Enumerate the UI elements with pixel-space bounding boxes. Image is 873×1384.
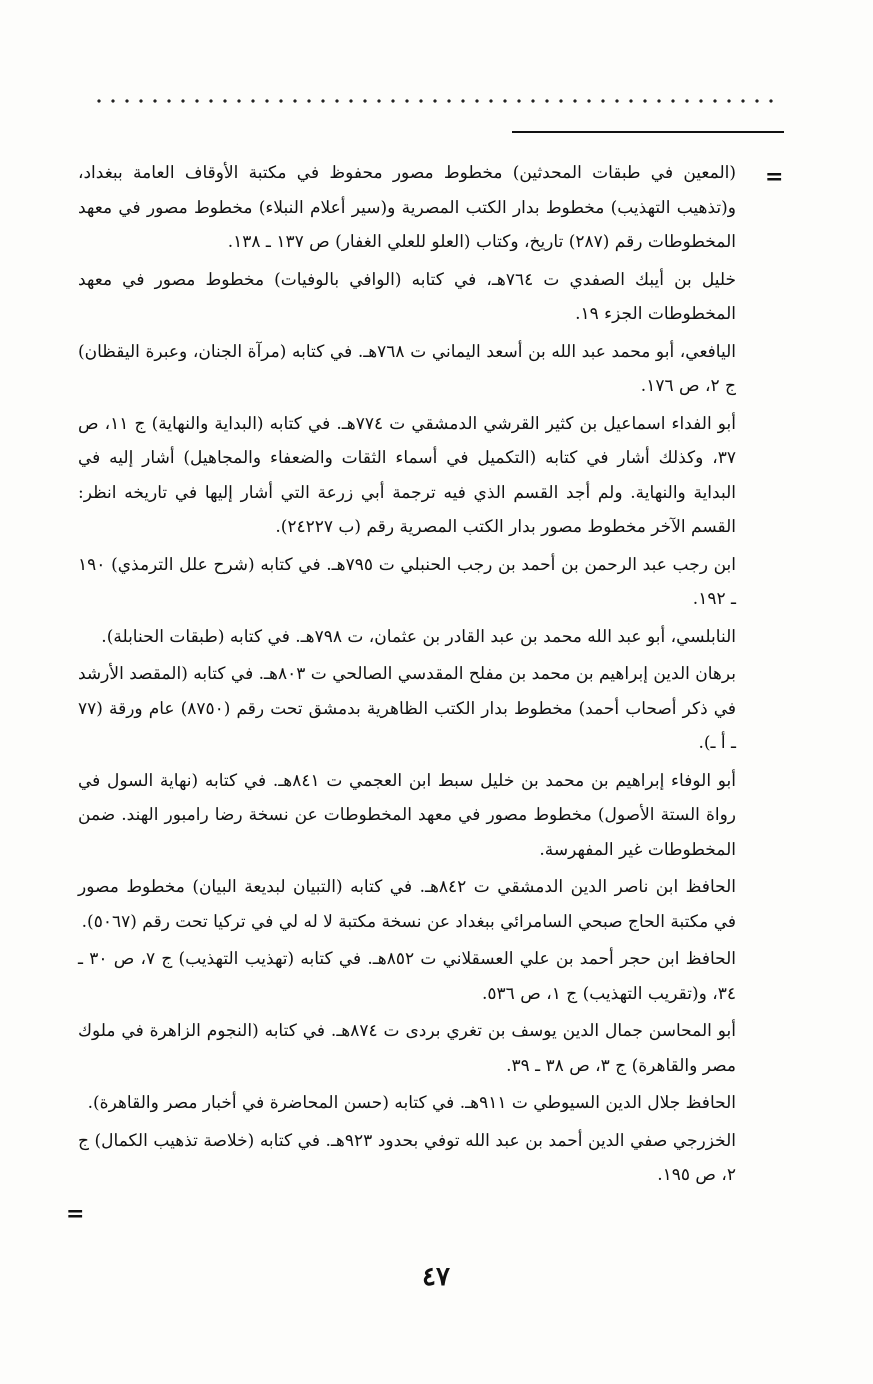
footnote-rule xyxy=(512,131,784,133)
footnote-entry: برهان الدين إبراهيم بن محمد بن مفلح المقدسي الصالحي ت ٨٠٣هـ. في كتابه (المقصد الأرشد في ذكر أصحاب أحمد) مخطوط بدار الكتب الظاهرية بدمشق تحت رقم (٨٧٥٠) عام ورقة (٧٧ ـ أ ـ). xyxy=(78,664,737,753)
footnote-entry: الحافظ ابن ناصر الدين الدمشقي ت ٨٤٢هـ. في كتابه (التبيان لبديعة البيان) مخطوط مصور في مكتبة الحاج صبحي السامرائي ببغداد عن نسخة مكتبة لا له لي في تركيا تحت رقم (٥٠٦٧). xyxy=(78,877,736,932)
footnote-entry: أبو المحاسن جمال الدين يوسف بن تغري بردى ت ٨٧٤هـ. في كتابه (النجوم الزاهرة في ملوك مصر والقاهرة) ج ٣، ص ٣٨ ـ ٣٩. xyxy=(78,1021,736,1076)
footnote-entry: الحافظ ابن حجر أحمد بن علي العسقلاني ت ٨٥٢هـ. في كتابه (تهذيب التهذيب) ج ٧، ص ٣٠ ـ ٣٤، و(تقريب التهذيب) ج ١، ص ٥٣٦. xyxy=(78,949,737,1004)
footnote-entry: أبو الوفاء إبراهيم بن محمد بن خليل سبط ابن العجمي ت ٨٤١هـ. في كتابه (نهاية السول في رواة الستة الأصول) مخطوط مصور في معهد المخطوطات عن نسخة رضا رامبور الهند. ضمن المخطوطات غير المفهرسة. xyxy=(78,770,736,860)
footnote-entry: الحافظ جلال الدين السيوطي ت ٩١١هـ. في كتابه (حسن المحاضرة في أخبار مصر والقاهرة). xyxy=(87,1093,736,1113)
footnote-entry: اليافعي، أبو محمد عبد الله بن أسعد اليماني ت ٧٦٨هـ. في كتابه (مرآة الجنان، وعبرة اليقظان) ج ٢، ص ١٧٦. xyxy=(78,341,736,396)
continuation-mark-bottom: = xyxy=(66,1201,85,1227)
footnote-entry: النابلسي، أبو عبد الله محمد بن عبد القادر بن عثمان، ت ٧٩٨هـ. في كتابه (طبقات الحنابلة). xyxy=(101,626,736,647)
footnote-text xyxy=(78,156,736,1196)
continuation-mark-top: = xyxy=(765,164,784,190)
footnote-entry: خليل بن أيبك الصفدي ت ٧٦٤هـ، في كتابه (الوافي بالوفيات) مخطوط مصور في معهد المخطوطات الجزء ١٩. xyxy=(78,269,736,324)
page-number: ٤٧ xyxy=(422,1262,450,1292)
footnote-entry: الخزرجي صفي الدين أحمد بن عبد الله توفي بحدود ٩٢٣هـ. في كتابه (خلاصة تذهيب الكمال) ج ٢، ص ١٩٥. xyxy=(78,1130,736,1185)
footnote-entry: (المعين في طبقات المحدثين) مخطوط مصور محفوظ في مكتبة الأوقاف العامة ببغداد، و(تذهيب التهذيب) مخطوط بدار الكتب المصرية و(سير أعلام النبلاء) مخطوط مصور في معهد المخطوطات رقم (٢٨٧) تاريخ، وكتاب (العلو للعلي الغفار) ص ١٣٧ ـ ١٣٨. xyxy=(78,163,736,252)
dotted-separator xyxy=(92,98,782,104)
footnote-entry: ابن رجب عبد الرحمن بن أحمد بن رجب الحنبلي ت ٧٩٥هـ. في كتابه (شرح علل الترمذي) ١٩٠ ـ ١٩٢. xyxy=(78,554,736,609)
footnote-entry: أبو الفداء اسماعيل بن كثير القرشي الدمشقي ت ٧٧٤هـ. في كتابه (البداية والنهاية) ج ١١، ص ٣٧، وكذلك أشار في كتابه (التكميل في أسماء الثقات والضعفاء والمجاهيل) أشار إليه في البداية والنهاية. ولم أجد القسم الذي فيه ترجمة أبي زرعة التي أشار إليها في تاريخه انظر: القسم الآخر مخطوط مصور بدار الكتب المصرية رقم (ب ٢٤٢٢٧). xyxy=(78,413,736,537)
